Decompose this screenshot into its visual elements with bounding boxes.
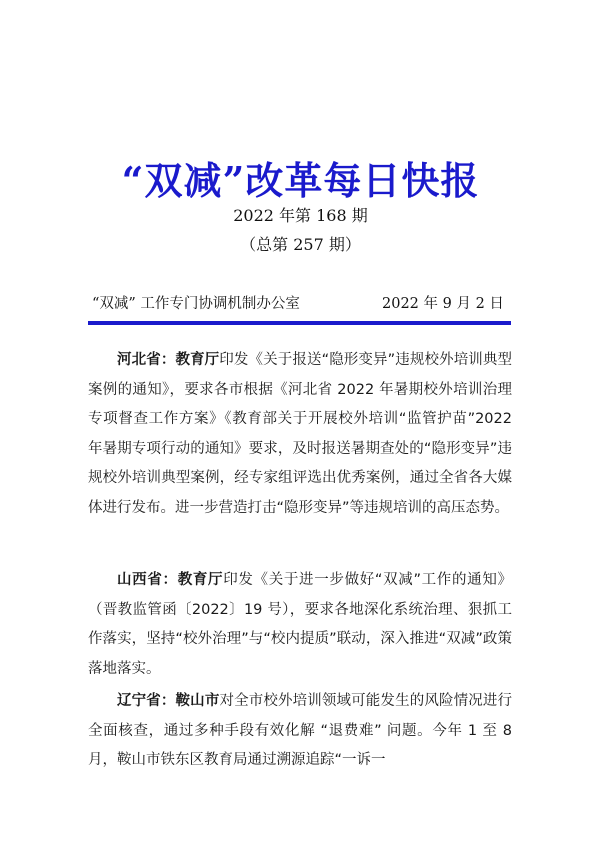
province-label: 河北省： <box>117 352 176 368</box>
report-paragraph-hebei <box>88 346 512 523</box>
province-label: 山西省： <box>117 572 178 588</box>
report-paragraph-liaoning <box>88 687 512 776</box>
header-divider <box>88 321 511 325</box>
province-label: 辽宁省： <box>117 693 176 709</box>
report-paragraph-shanxi <box>88 566 512 684</box>
report-text: 对全市校外培训领域可能发生的风险情况进行全面核查，通过多种手段有效化解 “退费难” 问题。今年 1 至 8 月，鞍山市铁东区教育局通过溯源追踪“一诉一 <box>88 693 513 768</box>
org-label: 教育厅 <box>177 572 224 588</box>
report-title: “双减”改革每日快报 <box>121 158 480 203</box>
total-issue-number: （总第 257 期） <box>240 235 361 254</box>
issue-number: 2022 年第 168 期 <box>233 206 368 225</box>
publish-date: 2022 年 9 月 2 日 <box>382 296 504 312</box>
office-name: “双减” 工作专门协调机制办公室 <box>92 296 300 312</box>
report-text: 印发《关于报送“隐形变异”违规校外培训典型案例的通知》，要求各市根据《河北省 2022 年暑期校外培训治理专项督查工作方案》《教育部关于开展校外培训“监管护苗”2022 年暑期专项行动的通知》要求，及时报送暑期查处的“隐形变异”违规校外培训典型案例，经专家组评选出优秀案例，通过全省各大媒体进行发布。进一步营造打击“隐形变异”等违规培训的高压态势。 <box>88 352 513 516</box>
org-label: 鞍山市 <box>175 693 220 709</box>
org-label: 教育厅 <box>175 352 220 368</box>
report-text: 印发《关于进一步做好“双减”工作的通知》（晋教监管函〔2022〕19 号），要求各地深化系统治理、狠抓工作落实，坚持“校外治理”与“校内提质”联动，深入推进“双减”政策落地落实。 <box>88 572 512 677</box>
